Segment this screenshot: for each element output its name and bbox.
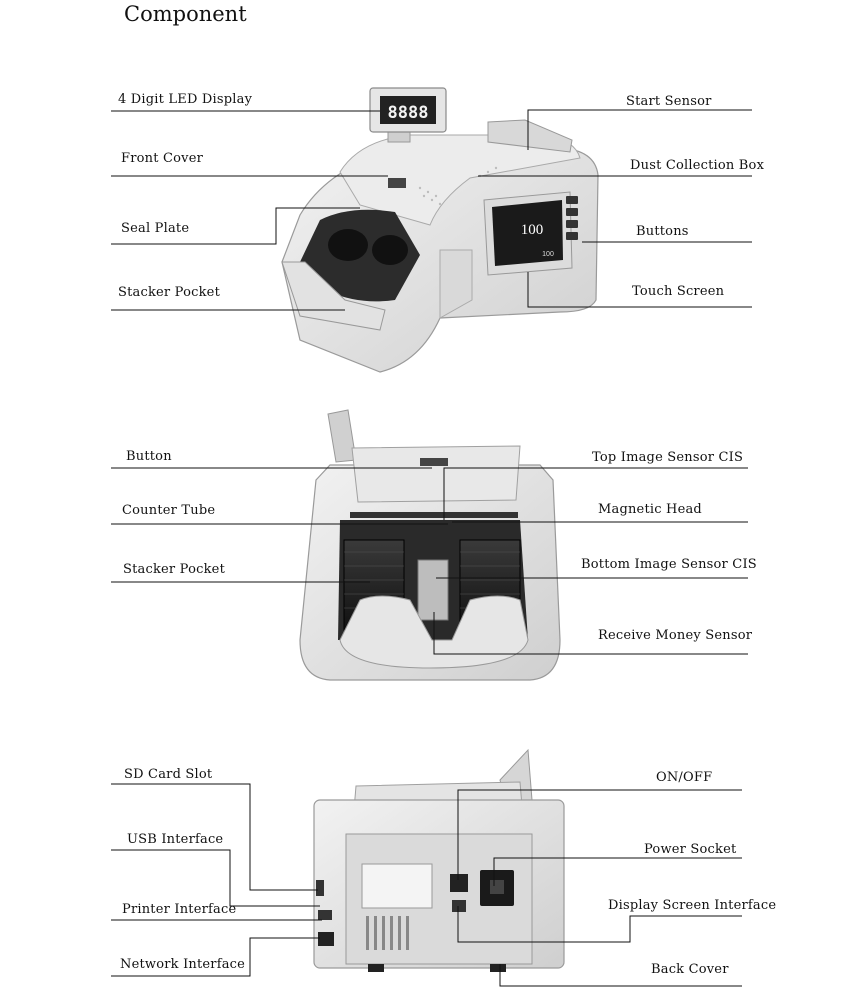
label-back-cover: Back Cover [651, 962, 729, 977]
label-bottom-image-sensor: Bottom Image Sensor CIS [581, 557, 757, 572]
led-digits: 8888 [387, 103, 429, 123]
label-sd-card-slot: SD Card Slot [124, 767, 213, 782]
machine-front-view [282, 88, 598, 372]
label-on-off: ON/OFF [656, 770, 713, 785]
label-counter-tube: Counter Tube [122, 503, 216, 518]
label-seal-plate: Seal Plate [121, 221, 190, 236]
label-power-socket: Power Socket [644, 842, 737, 857]
label-led-display: 4 Digit LED Display [118, 92, 253, 107]
label-display-screen-interface: Display Screen Interface [608, 898, 777, 913]
label-touch-screen: Touch Screen [632, 284, 725, 299]
label-magnetic-head: Magnetic Head [598, 502, 702, 517]
label-printer-interface: Printer Interface [122, 902, 237, 917]
label-buttons: Buttons [636, 224, 689, 239]
screen-small-value: 100 [542, 251, 554, 258]
screen-value: 100 [520, 222, 544, 238]
machine-rear-view [314, 750, 564, 972]
label-front-cover: Front Cover [121, 151, 204, 166]
label-start-sensor: Start Sensor [626, 94, 712, 109]
label-button: Button [126, 449, 172, 464]
machine-open-view [300, 410, 560, 680]
page-title: Component [124, 2, 247, 26]
label-stacker-pocket-top: Stacker Pocket [123, 562, 226, 577]
label-stacker-pocket-front: Stacker Pocket [118, 285, 221, 300]
label-top-image-sensor: Top Image Sensor CIS [592, 450, 744, 465]
label-network-interface: Network Interface [120, 957, 246, 972]
label-dust-collection-box: Dust Collection Box [630, 158, 765, 173]
label-usb-interface: USB Interface [127, 832, 224, 847]
label-receive-money-sensor: Receive Money Sensor [598, 628, 753, 643]
